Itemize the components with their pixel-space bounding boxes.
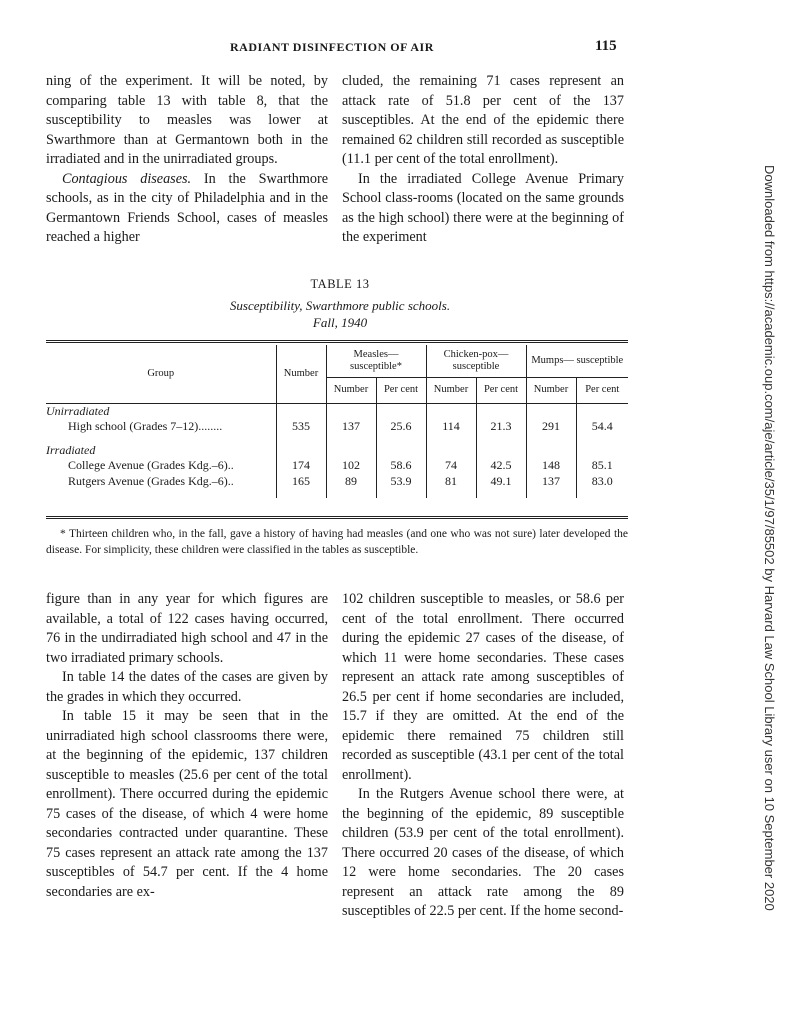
paragraph: cluded, the remaining 71 cases represent an attack rate of 51.8 per cent of the 137 susceptibles. At the end of the epidemic there remained 62 children still recorded as susceptible (11.1 per cent of the total enrollment). [342, 73, 624, 167]
paragraph: 102 children susceptible to measles, or 58.6 per cent of the total enrollment. There occurred during the epidemic 27 cases of the disease, of which 11 were home secondaries. These cases represent an attack rate among susceptibles of 26.5 per cent if home secondaries are included, 15.7 if they are omitted. At the end of the epidemic there remained 75 children still recorded as susceptible (43.1 per cent of the total enrollment). [342, 591, 624, 783]
table-top-rule [46, 340, 628, 343]
cell-measles-percent: 25.6 [376, 419, 426, 435]
category-label: Unirradiated [46, 403, 110, 418]
table-label: TABLE 13 [310, 277, 370, 291]
cell-number: 174 [276, 458, 326, 474]
cell-measles-number: 102 [326, 458, 376, 474]
column-left-bottom [46, 590, 328, 902]
cell-measles-number: 89 [326, 474, 376, 490]
subheader-number: Number [426, 377, 476, 403]
download-watermark: Downloaded from https://academic.oup.com/aje/article/35/1/97/85502 by Harvard Law School Library user on 10 September 2020 [762, 165, 777, 911]
cell-measles-percent: 53.9 [376, 474, 426, 490]
cell-measles-percent: 58.6 [376, 458, 426, 474]
cell-mumps-number: 148 [526, 458, 576, 474]
cell-chickenpox-percent: 42.5 [476, 458, 526, 474]
paragraph-body: In the Swarthmore schools, as in the city of Philadelphia and in the Germantown Friends School, cases of measles reached a higher [46, 170, 328, 245]
cell-mumps-number: 137 [526, 474, 576, 490]
row-group: High school (Grades 7–12)........ [68, 419, 223, 433]
page-number: 115 [595, 38, 617, 54]
column-left-top [46, 72, 328, 248]
column-right-top [342, 72, 624, 248]
running-head: RADIANT DISINFECTION OF AIR [230, 40, 434, 54]
paragraph: In the Rutgers Avenue school there were, at the beginning of the epidemic, 89 susceptible children (53.9 per cent of the total enrollment). There occurred 20 cases of the disease, of which 12 were home secondaries. The 20 cases represent an attack rate among the 89 susceptibles of 22.5 per cent. If the home second- [342, 786, 624, 919]
table-row [46, 419, 628, 435]
paragraph: figure than in any year for which figures are available, a total of 122 cases having occurred, 76 in the undirradiated high school and 47 in the two irradiated primary schools. [46, 591, 328, 666]
row-group: College Avenue (Grades Kdg.–6).. [68, 458, 234, 472]
row-group: Rutgers Avenue (Grades Kdg.–6).. [68, 474, 234, 488]
header-group: Group [147, 367, 175, 379]
cell-chickenpox-percent: 21.3 [476, 419, 526, 435]
cell-chickenpox-number: 114 [426, 419, 476, 435]
paragraph: In table 15 it may be seen that in the unirradiated high school classrooms there were, at the beginning of the epidemic, 137 children susceptible to measles (25.6 per cent of the total enrollment). There occurred during the epidemic 75 cases of the disease, of which 4 were home secondaries contracted under quarantine. These 75 cases represent an attack rate among the 137 susceptibles of 54.7 per cent. If the 4 home secondaries are ex- [46, 708, 328, 900]
cell-chickenpox-number: 74 [426, 458, 476, 474]
cell-number: 535 [276, 419, 326, 435]
cell-mumps-number: 291 [526, 419, 576, 435]
paragraph: In table 14 the dates of the cases are given by the grades in which they occurred. [46, 669, 328, 705]
table-row [46, 458, 628, 474]
cell-number: 165 [276, 474, 326, 490]
header-mumps: Mumps— susceptible [526, 345, 628, 377]
column-right-bottom [342, 590, 624, 922]
table-row [46, 474, 628, 490]
subheader-percent: Per cent [576, 377, 628, 403]
cell-mumps-percent: 85.1 [576, 458, 628, 474]
susceptibility-table [46, 345, 628, 498]
subheader-percent: Per cent [376, 377, 426, 403]
table-bottom-rule [46, 516, 628, 519]
category-label: Irradiated [46, 442, 96, 457]
paragraph: ning of the experiment. It will be noted, by comparing table 13 with table 8, that the susceptibility to measles was lower at Swarthmore than at Germantown both in the irradiated and in the unirradiated groups. [46, 73, 328, 167]
header-measles: Measles— susceptible* [326, 345, 426, 377]
subheader-number: Number [326, 377, 376, 403]
subheader-number: Number [526, 377, 576, 403]
table-subtitle [0, 297, 680, 331]
section-heading: Contagious diseases. [62, 170, 192, 187]
cell-measles-number: 137 [326, 419, 376, 435]
paragraph [46, 170, 328, 248]
cell-mumps-percent: 54.4 [576, 419, 628, 435]
subheader-percent: Per cent [476, 377, 526, 403]
cell-chickenpox-number: 81 [426, 474, 476, 490]
header-number: Number [276, 345, 326, 403]
table-footnote: * Thirteen children who, in the fall, gave a history of having had measles (and one who was not sure) later developed the disease. For simplicity, these children were classified in the tables as susceptible. [46, 528, 628, 556]
header-chickenpox: Chicken-pox— susceptible [426, 345, 526, 377]
cell-mumps-percent: 83.0 [576, 474, 628, 490]
table-subtitle-line: Susceptibility, Swarthmore public schools. [229, 298, 451, 313]
table-subtitle-line: Fall, 1940 [312, 315, 368, 330]
cell-chickenpox-percent: 49.1 [476, 474, 526, 490]
paragraph: In the irradiated College Avenue Primary School class-rooms (located on the same grounds as the high school) there were at the beginning of the experiment [342, 170, 624, 245]
